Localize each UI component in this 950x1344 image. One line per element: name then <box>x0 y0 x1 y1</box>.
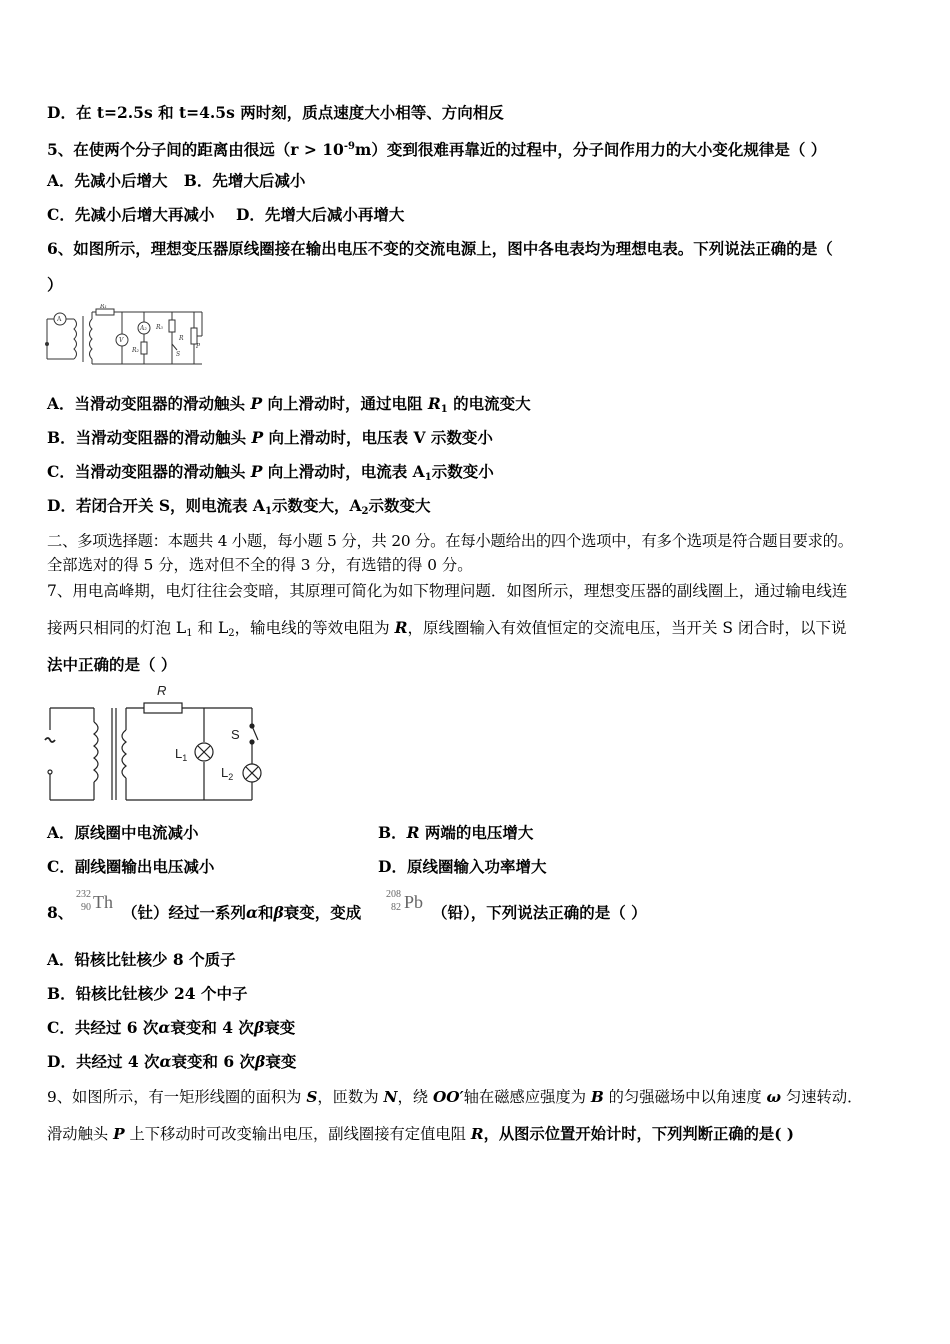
q6-fig-label-p: P <box>196 343 201 350</box>
q8-th-symbol: Th <box>93 892 113 912</box>
q7-stem2-r: R <box>394 618 408 637</box>
q5-option-b: B．先增大后减小 <box>183 171 306 190</box>
q7-stem2-b: 和 L <box>192 619 229 637</box>
q7-stem2-sub2: 2 <box>228 628 235 639</box>
q5-stem-a: 5、在使两个分子间的距离由很远（r > 10 <box>47 140 344 159</box>
q7-fig-l2-sub: 2 <box>228 772 234 782</box>
q9-l2-p: P <box>113 1125 125 1143</box>
q9-l1-s: S <box>306 1088 318 1106</box>
q7-stem2-sub1: 1 <box>186 628 193 639</box>
q6-optd-text1: D．若闭合开关 S，则电流表 A <box>47 496 265 515</box>
q6-optc-text2: 向上滑动时，电流表 A <box>262 462 425 481</box>
q7-fig-label-l1 <box>175 746 187 763</box>
q6-circuit-figure <box>44 304 209 368</box>
q4-option-d: D．在 t=2.5s 和 t=4.5s 两时刻，质点速度大小相等、方向相反 <box>47 103 504 122</box>
q5-option-c: C．先减小后增大再减小 <box>47 205 215 224</box>
q9-l1-c: ，绕 <box>397 1088 433 1106</box>
q9-l1-a: 9、如图所示，有一矩形线圈的面积为 <box>47 1088 307 1106</box>
q8-mid-c: 衰变，变成 <box>283 903 362 922</box>
q7-stem2-a: 接两只相同的灯泡 L <box>47 619 187 637</box>
q7-fig-label-l2 <box>221 765 233 782</box>
q7-option-d: D．原线圈输入功率增大 <box>378 857 547 876</box>
q7-option-a: A．原线圈中电流减小 <box>47 823 199 842</box>
q6-optd-sub1: 1 <box>264 506 272 517</box>
section2-line1: 二、多项选择题：本题共 4 小题，每小题 5 分，共 20 分。在每小题给出的四个选项中，有多个选项是符合题目要求的。 <box>47 532 853 550</box>
q9-l2-c: ，从图示位置开始计时，下列判断正确的是( ) <box>483 1125 795 1143</box>
q7-stem-line2 <box>47 618 846 644</box>
q7-fig-l1-letter: L <box>175 746 183 761</box>
q5-option-a: A．先减小后增大 <box>47 171 168 190</box>
ac-source-icon <box>45 738 55 742</box>
q5-stem-b: m）变到很难再靠近的过程中，分子间作用力的大小变化规律是（ ） <box>354 140 827 159</box>
q9-l2-r: R <box>470 1125 484 1143</box>
q7-option-b <box>378 823 533 843</box>
q9-l1-omega: ω <box>766 1088 782 1106</box>
q7-optb-b: 两端的电压增大 <box>419 823 534 842</box>
q9-stem-line1 <box>47 1087 862 1107</box>
q6-optb-p: P <box>251 428 264 447</box>
q6-fig-ammeter-a1: A <box>57 316 62 323</box>
q9-l1-n: N <box>383 1088 398 1106</box>
q8-alpha: α <box>246 903 258 922</box>
q9-l1-oo: OO′ <box>432 1088 464 1106</box>
q8-stem-middle <box>122 903 361 923</box>
q6-fig-label-r3: R₃ <box>156 324 163 331</box>
q6-opta-sub: 1 <box>440 404 448 415</box>
q5-options-ab <box>47 171 305 191</box>
q8-optd-b: 衰变和 6 次 <box>171 1052 256 1071</box>
q5-stem-exp: -9 <box>343 141 355 152</box>
q7-stem-line1: 7、用电高峰期，电灯往往会变暗，其原理可简化为如下物理问题．如图所示，理想变压器的副线圈上，通过输电线连 <box>47 582 848 600</box>
q7-stem-line3: 法中正确的是（ ） <box>47 655 177 674</box>
q8-optc-c: 衰变 <box>264 1018 296 1037</box>
q6-stem-line2: ） <box>47 275 63 294</box>
q6-option-b <box>47 428 493 448</box>
q6-option-a <box>47 394 531 420</box>
q7-circuit-figure <box>44 680 269 808</box>
q8-option-c <box>47 1018 295 1038</box>
q6-opta-text3: 的电流变大 <box>447 394 531 413</box>
q8-th-mass: 232 <box>76 889 91 900</box>
q6-opta-text2: 向上滑动时，通过电阻 <box>262 394 428 413</box>
q7-optb-a: B． <box>378 823 407 842</box>
q7-fig-label-r: R <box>157 683 167 698</box>
q8-optd-alpha: α <box>159 1052 172 1071</box>
q6-optd-text2: 示数变大，A <box>271 496 362 515</box>
q7-fig-l1-sub: 1 <box>182 753 188 763</box>
q6-optc-sub: 1 <box>424 472 432 483</box>
q5-stem <box>47 137 826 160</box>
q5-options-cd <box>47 205 404 225</box>
q7-optb-r: R <box>406 823 420 842</box>
q8-optd-a: D．共经过 4 次 <box>47 1052 160 1071</box>
section2-line2: 全部选对的得 5 分，选对但不全的得 3 分，有选错的得 0 分。 <box>47 556 473 574</box>
q8-option-a: A．铅核比钍核少 8 个质子 <box>47 950 236 969</box>
q6-opta-text1: A．当滑动变阻器的滑动触头 <box>47 394 251 413</box>
q9-l1-b: ，匝数为 <box>317 1088 384 1106</box>
q7-stem2-d: ，原线圈输入有效值恒定的交流电压，当开关 S 闭合时，以下说 <box>407 619 847 637</box>
q8-option-b: B．铅核比钍核少 24 个中子 <box>47 984 248 1003</box>
q6-option-c <box>47 462 494 488</box>
q6-fig-label-v: V <box>119 337 124 344</box>
q9-l1-f: 匀速转动． <box>781 1088 863 1106</box>
q6-optc-p: P <box>250 462 263 481</box>
q8-option-d <box>47 1052 296 1072</box>
q6-fig-label-s: S <box>176 351 181 358</box>
q9-stem-line2 <box>47 1124 794 1144</box>
q8-mid-b: 和 <box>257 903 274 922</box>
q8-optd-beta: β <box>255 1052 266 1071</box>
q8-th-z: 90 <box>81 902 91 913</box>
q6-fig-label-r2: R₂ <box>132 347 139 354</box>
q9-l1-e: 的匀强磁场中以角速度 <box>603 1088 767 1106</box>
q6-fig-label-r1: R₁ <box>100 304 107 310</box>
q8-pb-z: 82 <box>391 902 401 913</box>
q8-pb-mass: 208 <box>386 889 401 900</box>
q9-l2-a: 滑动触头 <box>47 1125 114 1143</box>
q6-optd-sub2: 2 <box>361 506 369 517</box>
q8-pb-symbol: Pb <box>404 892 424 912</box>
q7-fig-label-s: S <box>231 727 240 742</box>
q9-l2-b: 上下移动时可改变输出电压，副线圈接有定值电阻 <box>124 1125 471 1143</box>
q7-fig-l2-letter: L <box>221 765 229 780</box>
q5-option-d: D．先增大后减小再增大 <box>235 205 405 224</box>
q8-number: 8、 <box>47 903 74 922</box>
q6-optb-text1: B．当滑动变阻器的滑动触头 <box>47 428 252 447</box>
q8-stem-end: （铅），下列说法正确的是（ ） <box>432 903 647 922</box>
q8-optc-beta: β <box>253 1018 265 1037</box>
q6-optb-text2: 向上滑动时，电压表 V 示数变小 <box>263 428 493 447</box>
q6-opta-p: P <box>250 394 263 413</box>
q6-stem-line1: 6、如图所示，理想变压器原线圈接在输出电压不变的交流电源上，图中各电表均为理想电表。下列说法正确的是（ <box>47 239 833 258</box>
q7-option-c: C．副线圈输出电压减小 <box>47 857 215 876</box>
q6-opta-r: R <box>427 394 441 413</box>
q6-optc-text1: C．当滑动变阻器的滑动触头 <box>47 462 251 481</box>
q8-mid-a: （钍）经过一系列 <box>122 903 247 922</box>
q8-optc-a: C．共经过 6 次 <box>47 1018 159 1037</box>
q8-optc-alpha: α <box>158 1018 171 1037</box>
q6-optd-text3: 示数变大 <box>368 496 431 515</box>
q6-option-d <box>47 496 430 522</box>
q9-l1-b-field: B <box>590 1088 604 1106</box>
q7-stem2-c: ，输电线的等效电阻为 <box>234 619 395 637</box>
q8-beta: β <box>273 903 284 922</box>
q6-fig-label-a2: A₂ <box>140 325 147 332</box>
q9-l1-d: 轴在磁感应强度为 <box>463 1088 591 1106</box>
q8-optc-b: 衰变和 4 次 <box>170 1018 254 1037</box>
q6-fig-label-r: R <box>179 335 184 342</box>
q6-optc-text3: 示数变小 <box>431 462 494 481</box>
q8-optd-c: 衰变 <box>265 1052 297 1071</box>
